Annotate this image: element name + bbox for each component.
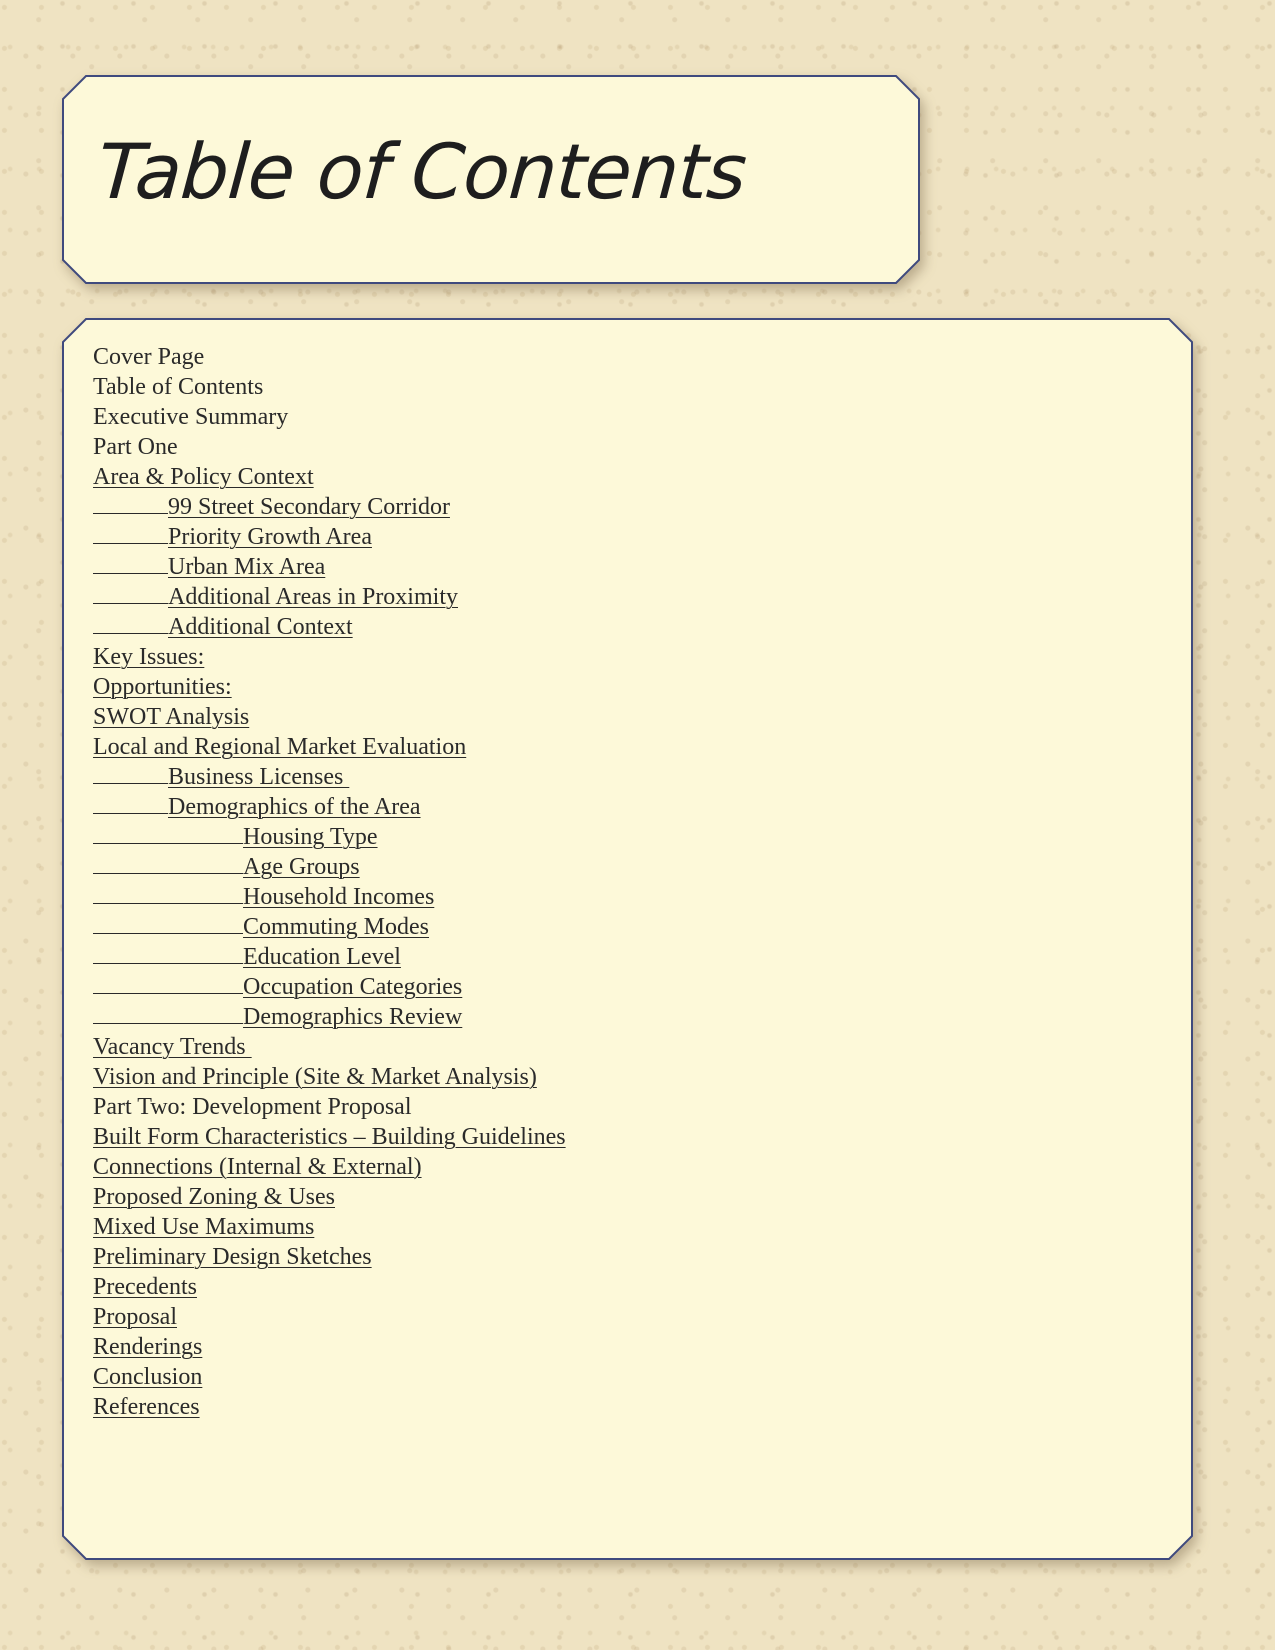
toc-item[interactable] bbox=[93, 1062, 566, 1092]
toc-item[interactable] bbox=[93, 552, 566, 582]
toc-link[interactable]: Age Groups bbox=[243, 854, 360, 880]
toc-indent-leader bbox=[93, 883, 243, 904]
toc-link[interactable]: 99 Street Secondary Corridor bbox=[168, 494, 450, 520]
toc-link[interactable]: Connections (Internal & External) bbox=[93, 1154, 422, 1180]
toc-link[interactable]: Occupation Categories bbox=[243, 974, 463, 1000]
toc-link[interactable]: Vision and Principle (Site & Market Analysis) bbox=[93, 1064, 537, 1090]
toc-item[interactable] bbox=[93, 702, 566, 732]
toc-item[interactable] bbox=[93, 1182, 566, 1212]
toc-indent-leader bbox=[93, 943, 243, 964]
toc-link[interactable]: Demographics of the Area bbox=[168, 794, 421, 820]
toc-item[interactable] bbox=[93, 822, 566, 852]
toc-indent-leader bbox=[93, 973, 243, 994]
toc-item[interactable] bbox=[93, 1332, 566, 1362]
toc-link[interactable]: Additional Areas in Proximity bbox=[168, 584, 458, 610]
toc-label: Executive Summary bbox=[93, 404, 289, 430]
toc-item[interactable] bbox=[93, 1212, 566, 1242]
toc-link[interactable]: Area & Policy Context bbox=[93, 464, 314, 490]
toc-indent-leader bbox=[93, 553, 168, 574]
toc-link[interactable]: Demographics Review bbox=[243, 1004, 463, 1030]
toc-item[interactable] bbox=[93, 1152, 566, 1182]
toc-link[interactable]: Conclusion bbox=[93, 1364, 203, 1390]
toc-item[interactable] bbox=[93, 942, 566, 972]
toc-item[interactable] bbox=[93, 1392, 566, 1422]
toc-item bbox=[93, 342, 566, 372]
toc-link[interactable]: Mixed Use Maximums bbox=[93, 1214, 315, 1240]
toc-link[interactable]: References bbox=[93, 1394, 200, 1420]
toc-link[interactable]: Proposal bbox=[93, 1304, 177, 1330]
toc-link[interactable]: Commuting Modes bbox=[243, 914, 430, 940]
toc-link[interactable]: Opportunities: bbox=[93, 674, 232, 700]
toc-link[interactable]: Business Licenses bbox=[168, 764, 350, 790]
toc-label: Part One bbox=[93, 434, 178, 460]
toc-item[interactable] bbox=[93, 732, 566, 762]
toc-item[interactable] bbox=[93, 1242, 566, 1272]
toc-item[interactable] bbox=[93, 762, 566, 792]
toc-label: Table of Contents bbox=[93, 374, 264, 400]
toc-indent-leader bbox=[93, 583, 168, 604]
toc-indent-leader bbox=[93, 763, 168, 784]
toc-item[interactable] bbox=[93, 1362, 566, 1392]
toc-indent-leader bbox=[93, 613, 168, 634]
toc-link[interactable]: Vacancy Trends bbox=[93, 1034, 252, 1060]
toc-item bbox=[93, 402, 566, 432]
toc-link[interactable]: Built Form Characteristics – Building Guidelines bbox=[93, 1124, 566, 1150]
toc-list bbox=[93, 342, 566, 1422]
toc-item[interactable] bbox=[93, 522, 566, 552]
toc-item bbox=[93, 372, 566, 402]
toc-link[interactable]: Additional Context bbox=[168, 614, 353, 640]
toc-item bbox=[93, 432, 566, 462]
toc-item[interactable] bbox=[93, 492, 566, 522]
toc-item[interactable] bbox=[93, 852, 566, 882]
toc-item[interactable] bbox=[93, 1032, 566, 1062]
toc-item[interactable] bbox=[93, 1302, 566, 1332]
toc-link[interactable]: Local and Regional Market Evaluation bbox=[93, 734, 467, 760]
toc-indent-leader bbox=[93, 853, 243, 874]
toc-link[interactable]: Renderings bbox=[93, 1334, 203, 1360]
toc-item[interactable] bbox=[93, 462, 566, 492]
toc-item bbox=[93, 1092, 566, 1122]
toc-item[interactable] bbox=[93, 612, 566, 642]
toc-link[interactable]: Education Level bbox=[243, 944, 401, 970]
toc-label: Part Two: Development Proposal bbox=[93, 1094, 412, 1120]
title-panel bbox=[62, 75, 920, 284]
toc-indent-leader bbox=[93, 523, 168, 544]
toc-item[interactable] bbox=[93, 882, 566, 912]
toc-indent-leader bbox=[93, 823, 243, 844]
toc-indent-leader bbox=[93, 1003, 243, 1024]
toc-panel bbox=[62, 318, 1193, 1560]
toc-link[interactable]: Household Incomes bbox=[243, 884, 435, 910]
toc-item[interactable] bbox=[93, 1122, 566, 1152]
toc-indent-leader bbox=[93, 793, 168, 814]
toc-link[interactable]: Proposed Zoning & Uses bbox=[93, 1184, 335, 1210]
toc-item[interactable] bbox=[93, 972, 566, 1002]
toc-link[interactable]: Key Issues: bbox=[93, 644, 205, 670]
toc-item[interactable] bbox=[93, 1002, 566, 1032]
toc-indent-leader bbox=[93, 913, 243, 934]
toc-link[interactable]: Priority Growth Area bbox=[168, 524, 372, 550]
toc-item[interactable] bbox=[93, 582, 566, 612]
toc-link[interactable]: Preliminary Design Sketches bbox=[93, 1244, 372, 1270]
toc-item[interactable] bbox=[93, 672, 566, 702]
toc-indent-leader bbox=[93, 493, 168, 514]
toc-item[interactable] bbox=[93, 1272, 566, 1302]
toc-item[interactable] bbox=[93, 912, 566, 942]
toc-item[interactable] bbox=[93, 642, 566, 672]
toc-link[interactable]: Housing Type bbox=[243, 824, 378, 850]
toc-link[interactable]: SWOT Analysis bbox=[93, 704, 250, 730]
toc-item[interactable] bbox=[93, 792, 566, 822]
toc-link[interactable]: Precedents bbox=[93, 1274, 197, 1300]
page-title: Table of Contents bbox=[94, 127, 749, 216]
toc-label: Cover Page bbox=[93, 344, 205, 370]
toc-link[interactable]: Urban Mix Area bbox=[168, 554, 326, 580]
